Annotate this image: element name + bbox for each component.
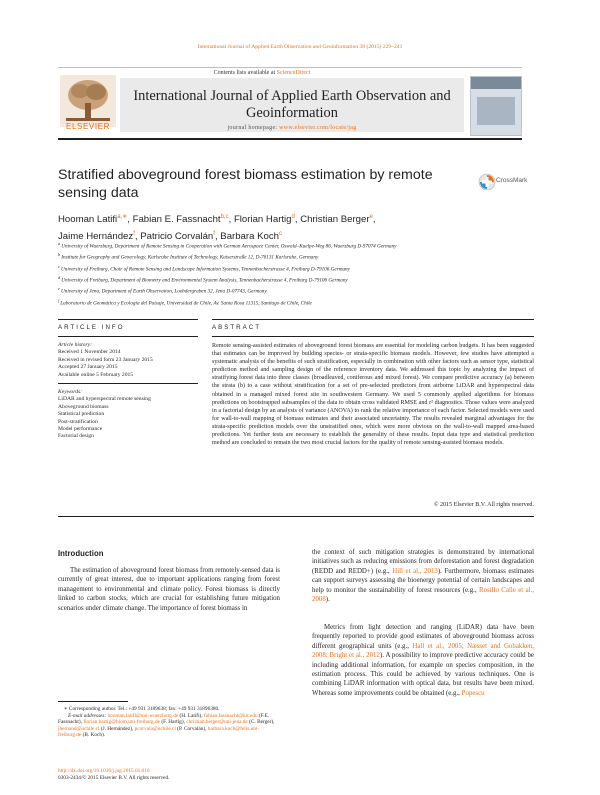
- email-owner: (F.E. Fassnacht),: [58, 712, 270, 726]
- history-label: Article history:: [58, 342, 93, 348]
- email-link[interactable]: hooman.latifi@uni-wuerzburg.de: [107, 712, 179, 719]
- affiliation-item: [58, 240, 528, 251]
- affiliation-mark: a: [58, 241, 62, 246]
- author-name: Hooman Latifi: [58, 214, 118, 226]
- cover-band: [471, 77, 521, 89]
- history-item: Received 1 November 2014: [58, 349, 121, 356]
- affiliation-text: University of Freiburg, Chair of Remote Sensing and Landscape Information Systems, Tennenbacherstrasse 4, Freiburg D-79106 Germany: [61, 266, 350, 273]
- doi-link[interactable]: http://dx.doi.org/10.1016/j.jag.2015.01.016: [58, 768, 150, 774]
- citation-popescu[interactable]: Popescu: [461, 689, 485, 697]
- author-name: Florian Hartig: [233, 214, 292, 226]
- email-owner: (H. Latifi),: [178, 712, 204, 719]
- email-owner: (C. Berger),: [247, 719, 275, 726]
- affiliation-item: [58, 274, 528, 285]
- article-title: Stratified aboveground forest biomass estimation by remote sensing data: [58, 167, 433, 201]
- footnote-block: [58, 706, 280, 739]
- article-info-rule-top: [58, 319, 198, 320]
- abstract-rule-bottom: [58, 516, 534, 517]
- citation-rosillo-calle-2008[interactable]: Rosillo Calle et al., 2008: [312, 586, 534, 604]
- email-owner: (J. Hernández),: [99, 725, 135, 732]
- keyword-list: [58, 396, 198, 440]
- email-label: E-mail addresses:: [68, 712, 108, 719]
- author-name: Barbara Koch: [220, 231, 279, 243]
- affiliation-mark: b: [58, 252, 62, 258]
- intro-p1-c: ).: [325, 596, 330, 604]
- intro-right-paragraph-1: [312, 548, 534, 604]
- affiliation-mark: f: [58, 297, 61, 303]
- author-affiliation-mark[interactable]: b,c: [220, 214, 229, 220]
- affiliation-mark: d: [58, 274, 62, 280]
- journal-title: International Journal of Applied Earth Observation and Geoinformation: [133, 88, 451, 121]
- author-affiliation-mark[interactable]: e: [369, 214, 373, 220]
- journal-cover-thumbnail: [470, 76, 522, 136]
- email-addresses: [58, 713, 280, 739]
- article-info-heading: ARTICLE INFO: [58, 324, 125, 331]
- article-history: [58, 342, 198, 379]
- email-link[interactable]: barbara.koch@felis.uni-freiburg.de: [58, 725, 260, 739]
- contents-prefix: Contents lists available at: [213, 70, 277, 76]
- history-rule: [58, 383, 198, 384]
- abstract-rule-top: [212, 319, 534, 320]
- doi-block: [58, 768, 280, 782]
- introduction-heading: Introduction: [58, 549, 104, 558]
- author-name: Jaime Hernández: [58, 231, 134, 243]
- keywords-label: Keywords:: [58, 389, 83, 395]
- affiliation-mark: e: [58, 286, 62, 292]
- keyword-item: Aboveground biomass: [58, 403, 109, 410]
- keyword-item: Statistical prediction: [58, 411, 105, 418]
- affiliation-text: Laboratorio de Geomática y Ecología del Paisaje, Universidad de Chile, Av. Santa Rosa 11315, Santiago de Chile, Chile: [60, 300, 312, 307]
- contents-available-line: [60, 70, 464, 76]
- author-affiliation-mark[interactable]: c: [278, 231, 282, 238]
- author-affiliation-mark[interactable]: f: [213, 231, 215, 238]
- cover-image: [477, 97, 515, 125]
- email-link[interactable]: christian.berger@uni-jena.de: [186, 719, 248, 726]
- author-name: Fabian E. Fassnacht: [132, 214, 221, 226]
- intro-p2-a: Metrics from light detection and ranging (LiDAR) data have been frequently reported to provide good estimates of aboveground biomass across different geographical units (e.g.,: [312, 624, 534, 650]
- affiliation-item: [58, 297, 528, 308]
- journal-homepage: [120, 125, 464, 131]
- author-list: Hooman Latifi$^{a,∗}$, Fabian E. Fassnacht$^{b,c}$, Florian Hartig$^d$, Christian Berger$^e$, Jaime Hernández$^f$, Patricio Corvalán$^f$, Barbara Koch$^c$: [58, 214, 376, 243]
- email-link[interactable]: florian.hartig@biom.uni-freiburg.de: [83, 719, 161, 726]
- email-owner: (P. Corvalán),: [175, 725, 208, 732]
- crossmark-label[interactable]: CrossMark: [496, 177, 528, 184]
- intro-p1-a: the context of such mitigation strategies is demonstrated by international initiatives such as reducing emissions from deforestation and forest degradation (REDD and REDD+) (e.g.,: [312, 549, 534, 575]
- keyword-item: Post-stratification: [58, 418, 98, 425]
- history-item: Available online 5 February 2015: [58, 371, 134, 378]
- abstract-rule-mid: [212, 336, 534, 337]
- affiliation-text: Institute for Geography and Geoecology, Karlsruhe Institute of Technology, Kaiserstraße 12, D-76131 Karlsruhe, Germany: [61, 255, 319, 262]
- intro-p2-b: ). A possibility to improve predictive accuracy could be including additional information, for example on species composition, in the estimation process. This could be achieved by various techniques. One is combining LiDAR information with optical data, but results have been mixed. Whereas some improvements could be obtained (e.g.,: [312, 652, 534, 697]
- homepage-link[interactable]: www.elsevier.com/locate/jag: [279, 125, 357, 131]
- author-name: Christian Berger: [300, 214, 370, 226]
- intro-left-paragraph: The estimation of aboveground forest biomass from remotely-sensed data is currently of great interest, due to important applications ranging from forest management to environmental and climate policy. Forest biomass is directly linked to carbon stocks, which are crucial for establishing future mitigation scenarios under climate change. The importance of forest biomass in: [58, 567, 280, 612]
- elsevier-wordmark: ELSEVIER: [66, 122, 110, 131]
- author-affiliation-mark[interactable]: f: [133, 231, 135, 238]
- history-item: Accepted 27 January 2015: [58, 364, 118, 371]
- history-list: [58, 349, 198, 379]
- email-link[interactable]: fabian.fassnacht@kit.edu: [203, 712, 258, 719]
- intro-right-paragraph-2: [312, 623, 534, 698]
- article-info-rule-mid: [58, 336, 198, 337]
- abstract-text: Remote sensing-assisted estimates of aboveground forest biomass are essential for modeling carbon budgets. It has been suggested that estimates can be improved by building species- or strata-specific biomass models. However, few studies have attempted a systematic analysis of the benefits of such stratification, especially in combination with other factors such as sensor type, statistical prediction method and sampling design of the reference inventory data. We addressed this topic by analyzing the impact of stratifying forest data into three classes (broadleaved, coniferous and mixed forest). We compare predictive accuracy (a) between the strata (b) to a case without stratification for a set of pre-selected predictors from airborne LiDAR and hyperspectral data obtained in a managed mixed forest site in southwestern Germany. We used 5 commonly applied algorithms for biomass predictions on bootstrapped subsamples of the data to obtain cross validated RMSE and r² diagnostics. Those values were analyzed in a factorial design by an analysis of variance (ANOVA) to rank the relative importance of each factor. Selected models were used for wall-to-wall mapping of biomass estimates and their associated uncertainty. The results revealed marginal advantages for the strata-specific prediction models over the unstratified ones, which were more obvious on the wall-to-wall mapped area-based predictions. Yet further tests are necessary to establish the generality of these results. Input data type and statistical prediction method are concluded to remain the two most crucial factors for the quality of remote sensing-assisted biomass models.: [212, 343, 534, 447]
- keyword-item: Factorial design: [58, 433, 94, 440]
- email-owner: (F. Hartig),: [160, 719, 187, 726]
- affiliation-item: [58, 263, 528, 274]
- history-item: Received in revised form 23 January 2015: [58, 356, 153, 363]
- author-name: Patricio Corvalán: [140, 231, 214, 243]
- homepage-label: journal homepage:: [227, 125, 280, 131]
- email-owner: (B. Koch).: [81, 732, 106, 739]
- corresponding-author-note: ∗ Corresponding author. Tel.: +49 931 3189638; fax: +49 931 31896380.: [64, 706, 220, 712]
- email-link[interactable]: pcorvala@uchile.cl: [134, 725, 176, 732]
- footnote-rule: [58, 701, 128, 702]
- keyword-item: LiDAR and hyperspectral remote sensing: [58, 396, 151, 403]
- abstract-copyright: © 2015 Elsevier B.V. All rights reserved.: [433, 502, 534, 508]
- affiliation-text: University of Jena, Department of Earth Observation, Loebdergraben 32, Jena D-07743, Germany: [61, 289, 267, 296]
- affiliation-text: University of Wuerzburg, Department of Remote Sensing in Cooperation with German Aerospace Center, Oswald–Kuelpe-Weg 86, Wuerzburg D-97074 Germany: [61, 243, 397, 250]
- affiliation-text: University of Freiburg, Department of Biometry and Environmental System Analysis, Tennenbacherstrasse 4, Freiburg D-79106 Germany: [61, 277, 348, 284]
- running-header: International Journal of Applied Earth Observation and Geoinformation 38 (2015) 229–241: [197, 44, 403, 50]
- sciencedirect-link[interactable]: ScienceDirect: [276, 70, 311, 76]
- affiliation-item: [58, 251, 528, 262]
- affiliation-mark: c: [58, 263, 62, 269]
- keyword-item: Model performance: [58, 426, 103, 433]
- email-link[interactable]: jhernand@uchile.cl: [58, 725, 100, 732]
- affiliation-item: [58, 285, 528, 296]
- abstract-heading: ABSTRACT: [212, 324, 262, 331]
- intro-p1-b: ). Furthermore, biomass estimates can support surveys assessing the bioenergy potential of certain landscapes and help to monitor the sustainability of forest resources (e.g.,: [312, 567, 534, 594]
- author-affiliation-mark[interactable]: d: [291, 214, 295, 220]
- author-affiliation-mark[interactable]: a,∗: [117, 214, 128, 220]
- affiliations: [58, 240, 528, 308]
- keywords: [58, 389, 198, 441]
- elsevier-tree-logo-icon: [60, 75, 116, 127]
- citation-hill-2013[interactable]: Hill et al., 2013: [392, 567, 438, 575]
- citation-group-lidar[interactable]: Hall et al., 2005; Næsset and Gobakken, 2008; Bright et al., 2012: [312, 642, 535, 660]
- issn-line: 0303-2434/© 2015 Elsevier B.V. All rights reserved.: [58, 775, 170, 781]
